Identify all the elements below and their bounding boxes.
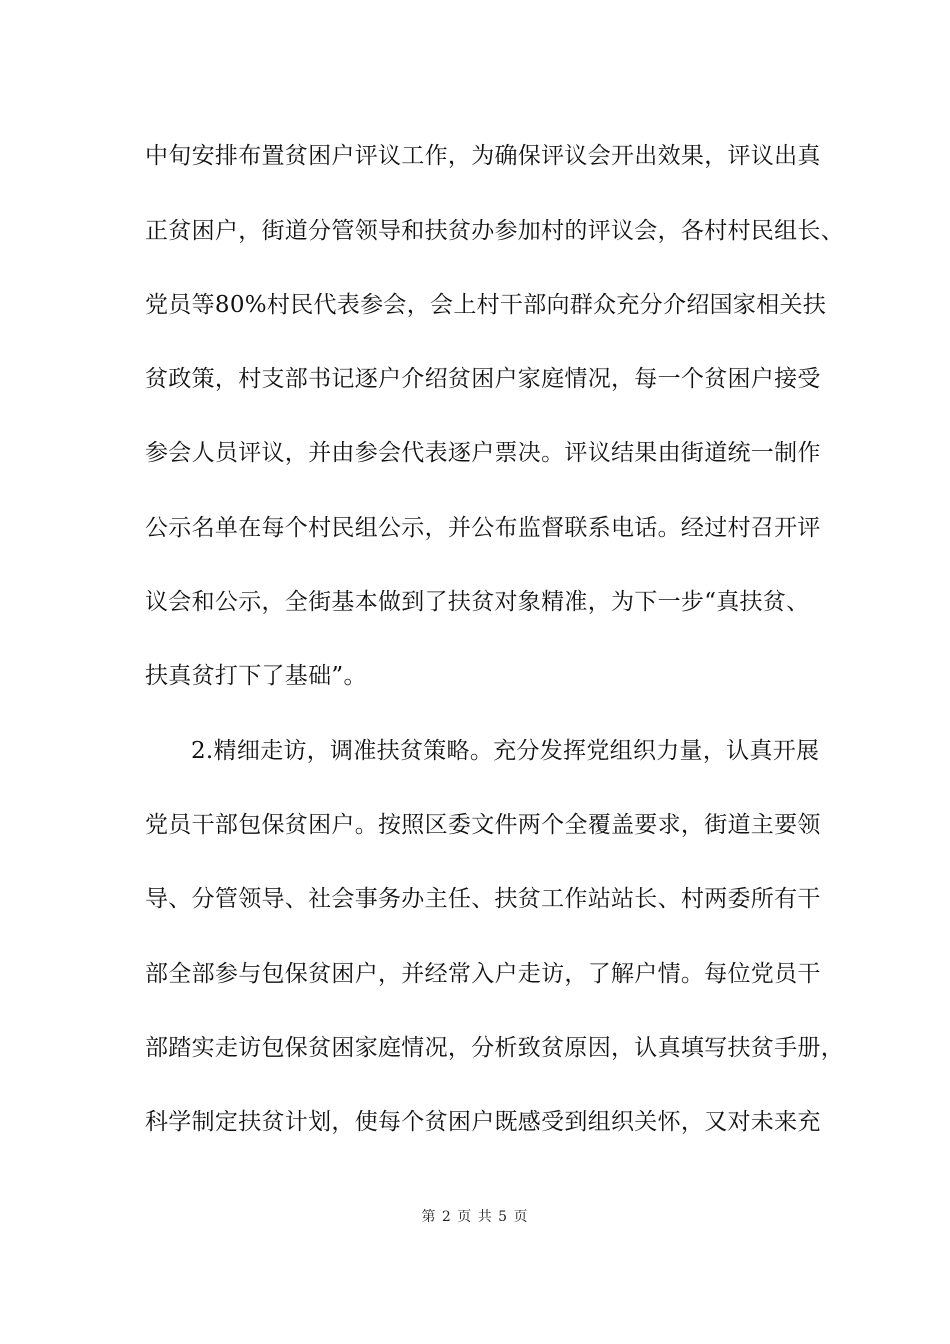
text-line-11: 导、分管领导、社会事务办主任、扶贫工作站站长、村两委所有干 bbox=[145, 886, 821, 912]
text-line-8: 扶真贫打下了基础”。 bbox=[145, 663, 367, 689]
text-line-6: 公示名单在每个村民组公示，并公布监督联系电话。经过村召开评 bbox=[145, 515, 821, 541]
text-line-1: 中旬安排布置贫困户评议工作，为确保评议会开出效果，评议出真 bbox=[145, 143, 821, 169]
page-number-footer: 第 2 页 共 5 页 bbox=[421, 1209, 529, 1225]
text-line-5: 参会人员评议，并由参会代表逐户票决。评议结果由街道统一制作 bbox=[145, 440, 821, 466]
text-line-4: 贫政策，村支部书记逐户介绍贫困户家庭情况，每一个贫困户接受 bbox=[145, 366, 821, 392]
text-line-3: 党员等80%村民代表参会，会上村干部向群众充分介绍国家相关扶 bbox=[145, 292, 827, 318]
text-line-13: 部踏实走访包保贫困家庭情况，分析致贫原因，认真填写扶贫手册， bbox=[145, 1035, 844, 1061]
paragraph-heading-line: 2.精细走访，调准扶贫策略。充分发挥党组织力量，认真开展 bbox=[191, 738, 820, 764]
text-line-7: 议会和公示，全街基本做到了扶贫对象精准，为下一步“真扶贫、 bbox=[145, 589, 810, 615]
text-line-2: 正贫困户，街道分管领导和扶贫办参加村的评议会，各村村民组长、 bbox=[145, 218, 844, 244]
text-line-12: 部全部参与包保贫困户，并经常入户走访，了解户情。每位党员干 bbox=[145, 961, 821, 987]
text-line-14: 科学制定扶贫计划，使每个贫困户既感受到组织关怀，又对未来充 bbox=[145, 1109, 821, 1135]
text-line-10: 党员干部包保贫困户。按照区委文件两个全覆盖要求，街道主要领 bbox=[145, 812, 821, 838]
